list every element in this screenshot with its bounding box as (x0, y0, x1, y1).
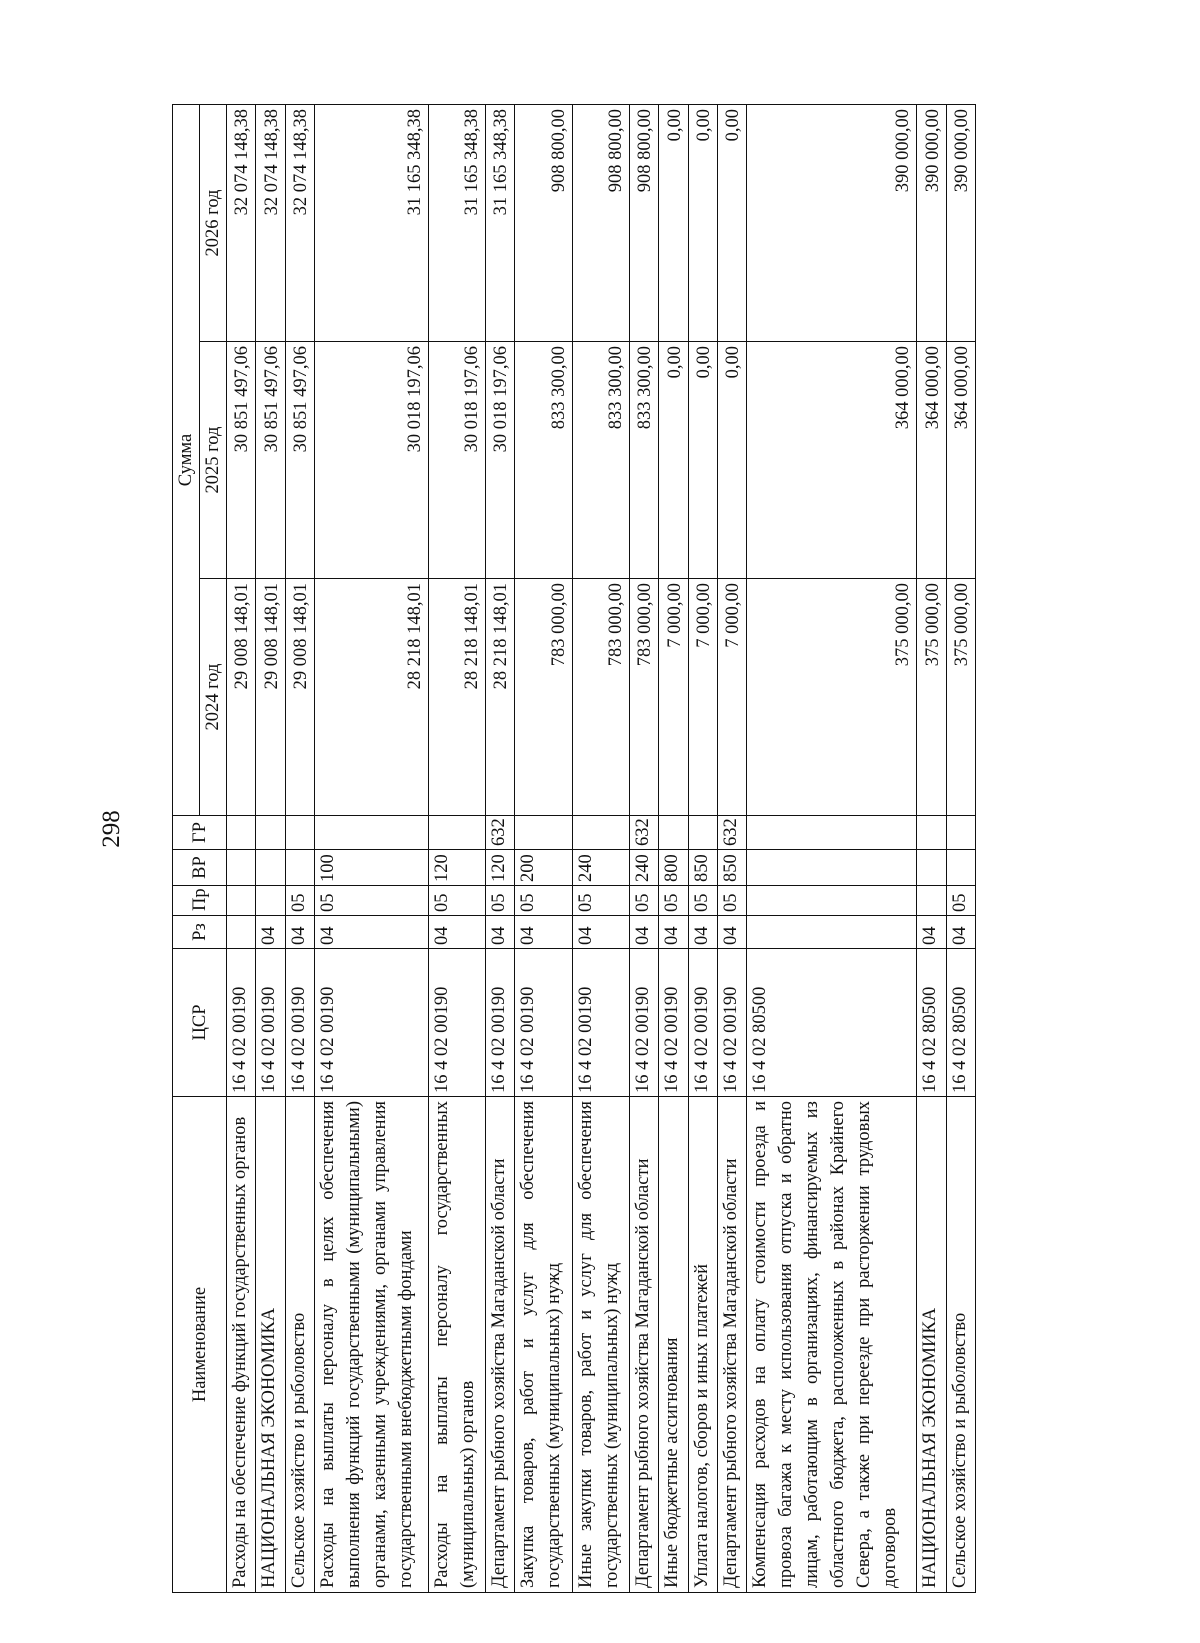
cell-rz: 04 (688, 916, 717, 949)
cell-rz: 04 (630, 916, 659, 949)
cell-gr (688, 816, 717, 850)
cell-pr: 05 (688, 886, 717, 916)
table-row (659, 104, 688, 1592)
cell-csr: 16 4 02 00190 (486, 949, 515, 1097)
header-vr: ВР (173, 850, 227, 886)
header-name: Наименование (173, 1097, 227, 1593)
cell-csr: 16 4 02 80500 (747, 949, 917, 1097)
cell-rz: 04 (486, 916, 515, 949)
table-row (688, 104, 717, 1592)
cell-2024: 375 000,00 (917, 579, 946, 816)
cell-2026: 908 800,00 (572, 104, 629, 341)
cell-2025: 364 000,00 (747, 342, 917, 579)
cell-2024: 783 000,00 (572, 579, 629, 816)
cell-gr (946, 816, 975, 850)
cell-vr (227, 850, 256, 886)
cell-name: Компенсация расходов на оплату стоимости проезда и провоза багажа к месту использования отпуска и обратно лицам, работающим в организациях, финансируемых из областного бюджета, расположенных в районах Крайнего Севера, а также при переезде при расторжении трудовых договоров (747, 1097, 917, 1593)
cell-vr: 200 (515, 850, 572, 886)
cell-pr: 05 (314, 886, 428, 916)
header-gr: ГР (173, 816, 227, 850)
cell-vr (747, 850, 917, 886)
cell-pr (227, 886, 256, 916)
cell-name: Расходы на выплаты персоналу государственных (муниципальных) органов (428, 1097, 485, 1593)
cell-rz: 04 (428, 916, 485, 949)
cell-pr: 05 (630, 886, 659, 916)
cell-2025: 364 000,00 (946, 342, 975, 579)
cell-gr (256, 816, 285, 850)
header-2026: 2026 год (200, 104, 227, 341)
cell-name: Уплата налогов, сборов и иных платежей (688, 1097, 717, 1593)
cell-pr: 05 (515, 886, 572, 916)
cell-2025: 30 018 197,06 (314, 342, 428, 579)
cell-vr: 100 (314, 850, 428, 886)
cell-2024: 29 008 148,01 (256, 579, 285, 816)
cell-vr: 240 (572, 850, 629, 886)
cell-vr (946, 850, 975, 886)
cell-2025: 833 300,00 (515, 342, 572, 579)
cell-pr: 05 (428, 886, 485, 916)
cell-2025: 364 000,00 (917, 342, 946, 579)
cell-2025: 30 851 497,06 (285, 342, 314, 579)
cell-rz: 04 (256, 916, 285, 949)
cell-2025: 0,00 (717, 342, 746, 579)
cell-2026: 390 000,00 (946, 104, 975, 341)
cell-pr: 05 (486, 886, 515, 916)
table-row (227, 104, 256, 1592)
header-pr: Пр (173, 886, 227, 916)
cell-vr (256, 850, 285, 886)
cell-2025: 30 851 497,06 (256, 342, 285, 579)
cell-2026: 0,00 (717, 104, 746, 341)
cell-gr: 632 (630, 816, 659, 850)
table-row (515, 104, 572, 1592)
cell-name: Департамент рыбного хозяйства Магаданской области (630, 1097, 659, 1593)
cell-2024: 28 218 148,01 (428, 579, 485, 816)
cell-vr: 120 (486, 850, 515, 886)
cell-gr (572, 816, 629, 850)
cell-name: Сельское хозяйство и рыболовство (946, 1097, 975, 1593)
cell-gr (285, 816, 314, 850)
cell-csr: 16 4 02 00190 (227, 949, 256, 1097)
header-2024: 2024 год (200, 579, 227, 816)
cell-2026: 32 074 148,38 (285, 104, 314, 341)
cell-name: НАЦИОНАЛЬНАЯ ЭКОНОМИКА (917, 1097, 946, 1593)
cell-vr: 800 (659, 850, 688, 886)
cell-vr (285, 850, 314, 886)
cell-2025: 0,00 (688, 342, 717, 579)
cell-csr: 16 4 02 00190 (285, 949, 314, 1097)
cell-gr (917, 816, 946, 850)
cell-gr: 632 (486, 816, 515, 850)
cell-rz: 04 (917, 916, 946, 949)
cell-csr: 16 4 02 00190 (256, 949, 285, 1097)
cell-2026: 31 165 348,38 (486, 104, 515, 341)
cell-gr (747, 816, 917, 850)
cell-vr: 850 (717, 850, 746, 886)
cell-rz (747, 916, 917, 949)
cell-pr (917, 886, 946, 916)
cell-rz: 04 (572, 916, 629, 949)
cell-pr (747, 886, 917, 916)
cell-vr: 240 (630, 850, 659, 886)
cell-pr: 05 (946, 886, 975, 916)
cell-csr: 16 4 02 00190 (515, 949, 572, 1097)
cell-2024: 375 000,00 (747, 579, 917, 816)
cell-2025: 30 018 197,06 (486, 342, 515, 579)
cell-name: Сельское хозяйство и рыболовство (285, 1097, 314, 1593)
cell-2024: 28 218 148,01 (486, 579, 515, 816)
cell-csr: 16 4 02 00190 (688, 949, 717, 1097)
cell-2026: 31 165 348,38 (428, 104, 485, 341)
cell-name: Расходы на выплаты персоналу в целях обеспечения выполнения функций государственными (муниципальными) органами, казенными учреждениями, органами управления государственными внебюджетными фондами (314, 1097, 428, 1593)
cell-2025: 0,00 (659, 342, 688, 579)
page-number: 298 (98, 810, 125, 848)
table-row (630, 104, 659, 1592)
cell-2025: 833 300,00 (630, 342, 659, 579)
cell-2026: 0,00 (688, 104, 717, 341)
cell-csr: 16 4 02 00190 (630, 949, 659, 1097)
cell-gr (659, 816, 688, 850)
table-row (285, 104, 314, 1592)
cell-name: Расходы на обеспечение функций государственных органов (227, 1097, 256, 1593)
cell-2024: 7 000,00 (659, 579, 688, 816)
cell-csr: 16 4 02 00190 (428, 949, 485, 1097)
cell-rz (227, 916, 256, 949)
table-row (314, 104, 428, 1592)
cell-2026: 908 800,00 (630, 104, 659, 341)
cell-gr (314, 816, 428, 850)
header-sum: Сумма (173, 104, 200, 815)
header-row-top (173, 104, 200, 1592)
table-row (946, 104, 975, 1592)
cell-pr: 05 (659, 886, 688, 916)
table-row (717, 104, 746, 1592)
cell-2026: 32 074 148,38 (227, 104, 256, 341)
cell-2025: 833 300,00 (572, 342, 629, 579)
header-rz: Рз (173, 916, 227, 949)
cell-gr: 632 (717, 816, 746, 850)
cell-csr: 16 4 02 80500 (917, 949, 946, 1097)
cell-2024: 7 000,00 (688, 579, 717, 816)
cell-name: Департамент рыбного хозяйства Магаданской области (717, 1097, 746, 1593)
cell-2025: 30 851 497,06 (227, 342, 256, 579)
budget-table (172, 104, 976, 1593)
cell-vr: 850 (688, 850, 717, 886)
cell-rz: 04 (515, 916, 572, 949)
cell-pr (256, 886, 285, 916)
cell-csr: 16 4 02 00190 (659, 949, 688, 1097)
cell-name: Закупка товаров, работ и услуг для обеспечения государственных (муниципальных) нужд (515, 1097, 572, 1593)
cell-2026: 390 000,00 (747, 104, 917, 341)
cell-2025: 30 018 197,06 (428, 342, 485, 579)
cell-rz: 04 (285, 916, 314, 949)
cell-name: Иные бюджетные ассигнования (659, 1097, 688, 1593)
cell-2026: 390 000,00 (917, 104, 946, 341)
table-row (486, 104, 515, 1592)
cell-gr (428, 816, 485, 850)
cell-2024: 375 000,00 (946, 579, 975, 816)
header-csr: ЦСР (173, 949, 227, 1097)
cell-gr (515, 816, 572, 850)
cell-csr: 16 4 02 80500 (946, 949, 975, 1097)
cell-rz: 04 (946, 916, 975, 949)
cell-rz: 04 (717, 916, 746, 949)
cell-gr (227, 816, 256, 850)
table-body (227, 104, 976, 1592)
cell-csr: 16 4 02 00190 (717, 949, 746, 1097)
budget-table-container (172, 105, 976, 1593)
table-row (428, 104, 485, 1592)
cell-2024: 783 000,00 (515, 579, 572, 816)
table-row (747, 104, 917, 1592)
cell-2024: 29 008 148,01 (227, 579, 256, 816)
table-row (572, 104, 629, 1592)
table-row (256, 104, 285, 1592)
cell-csr: 16 4 02 00190 (572, 949, 629, 1097)
cell-vr: 120 (428, 850, 485, 886)
cell-2026: 0,00 (659, 104, 688, 341)
cell-rz: 04 (314, 916, 428, 949)
cell-pr: 05 (572, 886, 629, 916)
cell-rz: 04 (659, 916, 688, 949)
header-2025: 2025 год (200, 342, 227, 579)
cell-2026: 32 074 148,38 (256, 104, 285, 341)
cell-name: НАЦИОНАЛЬНАЯ ЭКОНОМИКА (256, 1097, 285, 1593)
cell-2026: 31 165 348,38 (314, 104, 428, 341)
cell-name: Департамент рыбного хозяйства Магаданской области (486, 1097, 515, 1593)
cell-2024: 29 008 148,01 (285, 579, 314, 816)
cell-2024: 28 218 148,01 (314, 579, 428, 816)
cell-vr (917, 850, 946, 886)
cell-pr: 05 (285, 886, 314, 916)
cell-2024: 7 000,00 (717, 579, 746, 816)
cell-2026: 908 800,00 (515, 104, 572, 341)
cell-pr: 05 (717, 886, 746, 916)
table-row (917, 104, 946, 1592)
cell-csr: 16 4 02 00190 (314, 949, 428, 1097)
cell-name: Иные закупки товаров, работ и услуг для обеспечения государственных (муниципальных) нужд (572, 1097, 629, 1593)
cell-2024: 783 000,00 (630, 579, 659, 816)
